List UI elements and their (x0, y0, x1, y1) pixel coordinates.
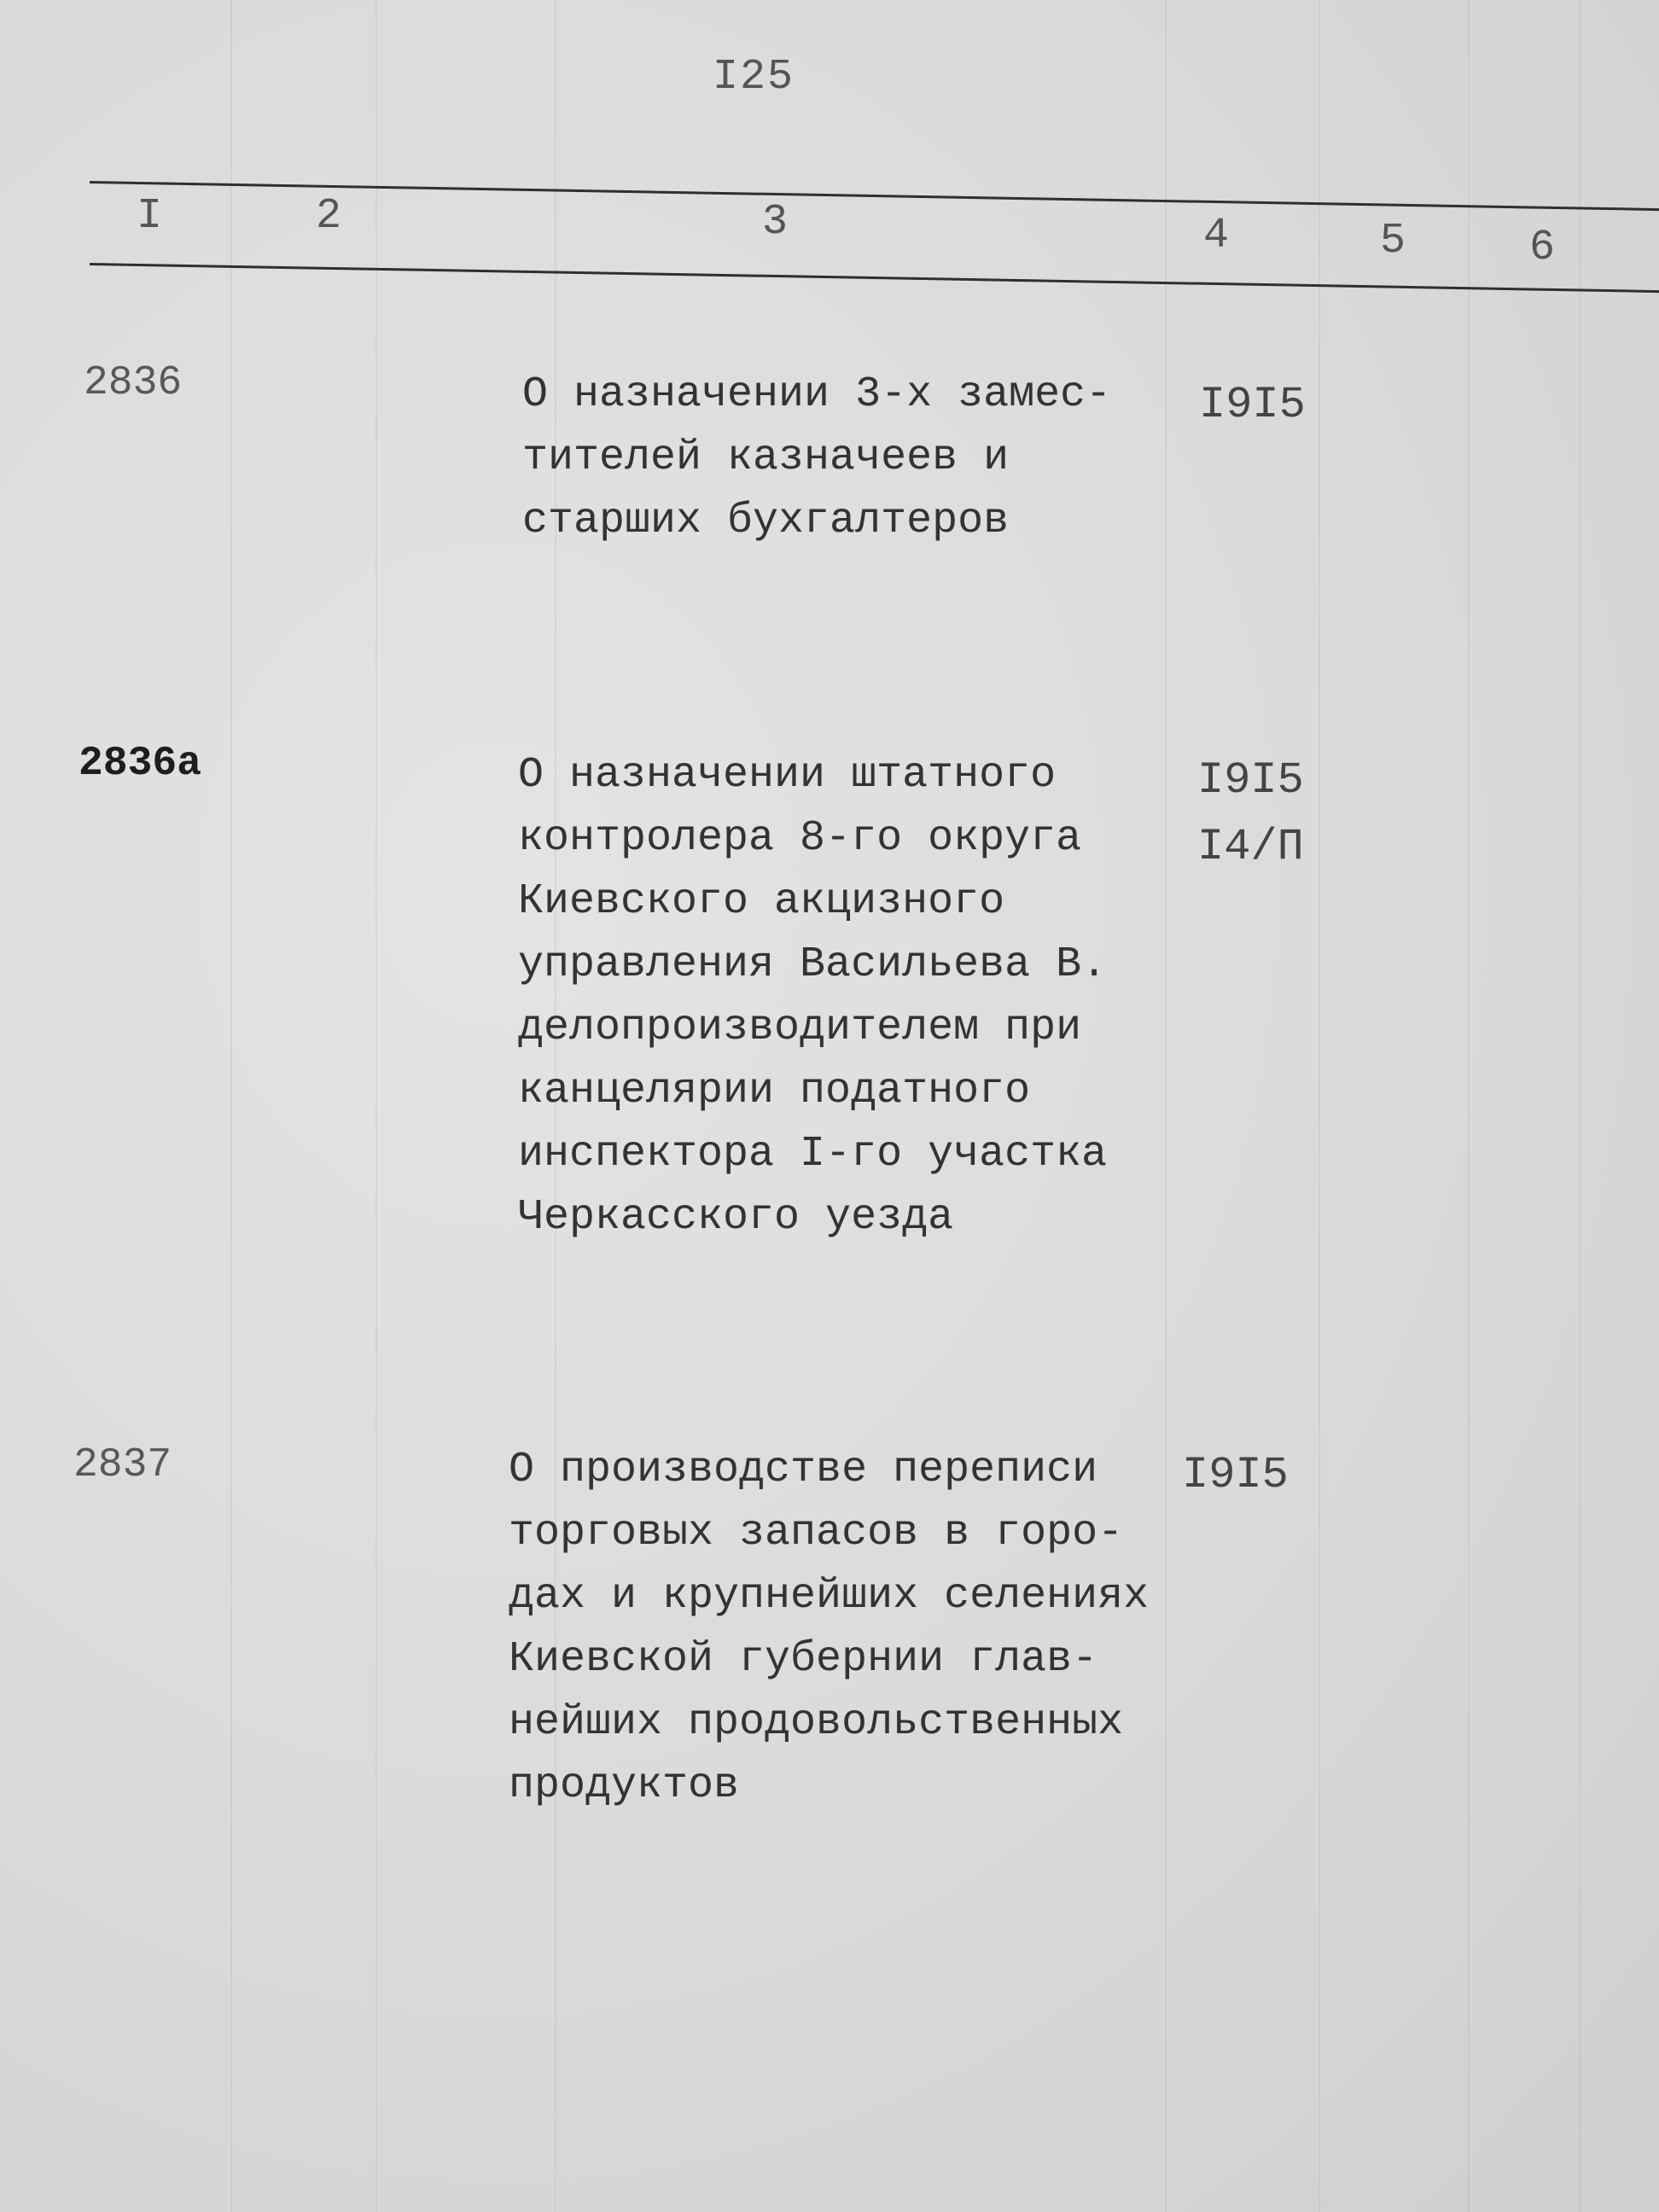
ruling-line (1165, 0, 1167, 2212)
ruling-line (1579, 0, 1580, 2212)
entry-title-line: тителей казначеев и (522, 434, 1010, 482)
entry-title-line: инспектора I-го участка (518, 1130, 1108, 1179)
entry-year: I9I5 (1197, 755, 1304, 806)
entry-title (522, 364, 1111, 553)
column-header-4: 4 (1203, 212, 1230, 260)
page-number: I25 (713, 53, 795, 102)
entry-title-line: контролера 8-го округа (518, 814, 1082, 863)
entry-number: 2836а (79, 741, 202, 787)
entry-year: I9I5 (1199, 380, 1306, 430)
column-header-2: 2 (316, 192, 342, 241)
entry-title (509, 1439, 1149, 1818)
entry-number: 2836 (84, 360, 183, 406)
entry-title-line: старших бухгалтеров (522, 497, 1010, 545)
header-bottom-rule (90, 263, 1659, 293)
entry-title-line: Черкасского уезда (518, 1193, 954, 1242)
entry-title-line: продуктов (509, 1761, 740, 1810)
entry-title-line: торговых запасов в горо- (509, 1509, 1124, 1557)
column-header-1: I (137, 192, 163, 241)
entry-title-line: Киевского акцизного (518, 877, 1005, 926)
column-header-3: 3 (762, 198, 789, 247)
entry-title-line: О производстве переписи (509, 1446, 1098, 1494)
entry-title-line: О назначении 3-х замес- (522, 370, 1112, 419)
entry-title-line: О назначении штатного (518, 751, 1057, 800)
entry-title-line: канцелярии податного (518, 1067, 1031, 1115)
column-header-5: 5 (1380, 217, 1406, 265)
entry-number: 2837 (73, 1442, 172, 1488)
ruling-line (1468, 0, 1470, 2212)
entry-title-line: нейших продовольственных (509, 1698, 1124, 1747)
ruling-line (230, 0, 232, 2212)
ruling-line (1318, 0, 1320, 2212)
entry-title-line: управления Васильева В. (518, 940, 1108, 989)
ruling-line (375, 0, 377, 2212)
entry-title-line: Киевской губернии глав- (509, 1635, 1098, 1684)
entry-title-line: делопроизводителем при (518, 1004, 1082, 1052)
entry-dates (1197, 748, 1304, 881)
entry-year: I9I5 (1182, 1450, 1289, 1500)
column-header-6: 6 (1529, 224, 1556, 272)
entry-title-line: дах и крупнейших селениях (509, 1572, 1150, 1621)
entry-date: I4/П (1197, 822, 1304, 872)
entry-title (518, 744, 1107, 1249)
entry-dates (1182, 1442, 1289, 1509)
entry-dates (1199, 372, 1306, 439)
